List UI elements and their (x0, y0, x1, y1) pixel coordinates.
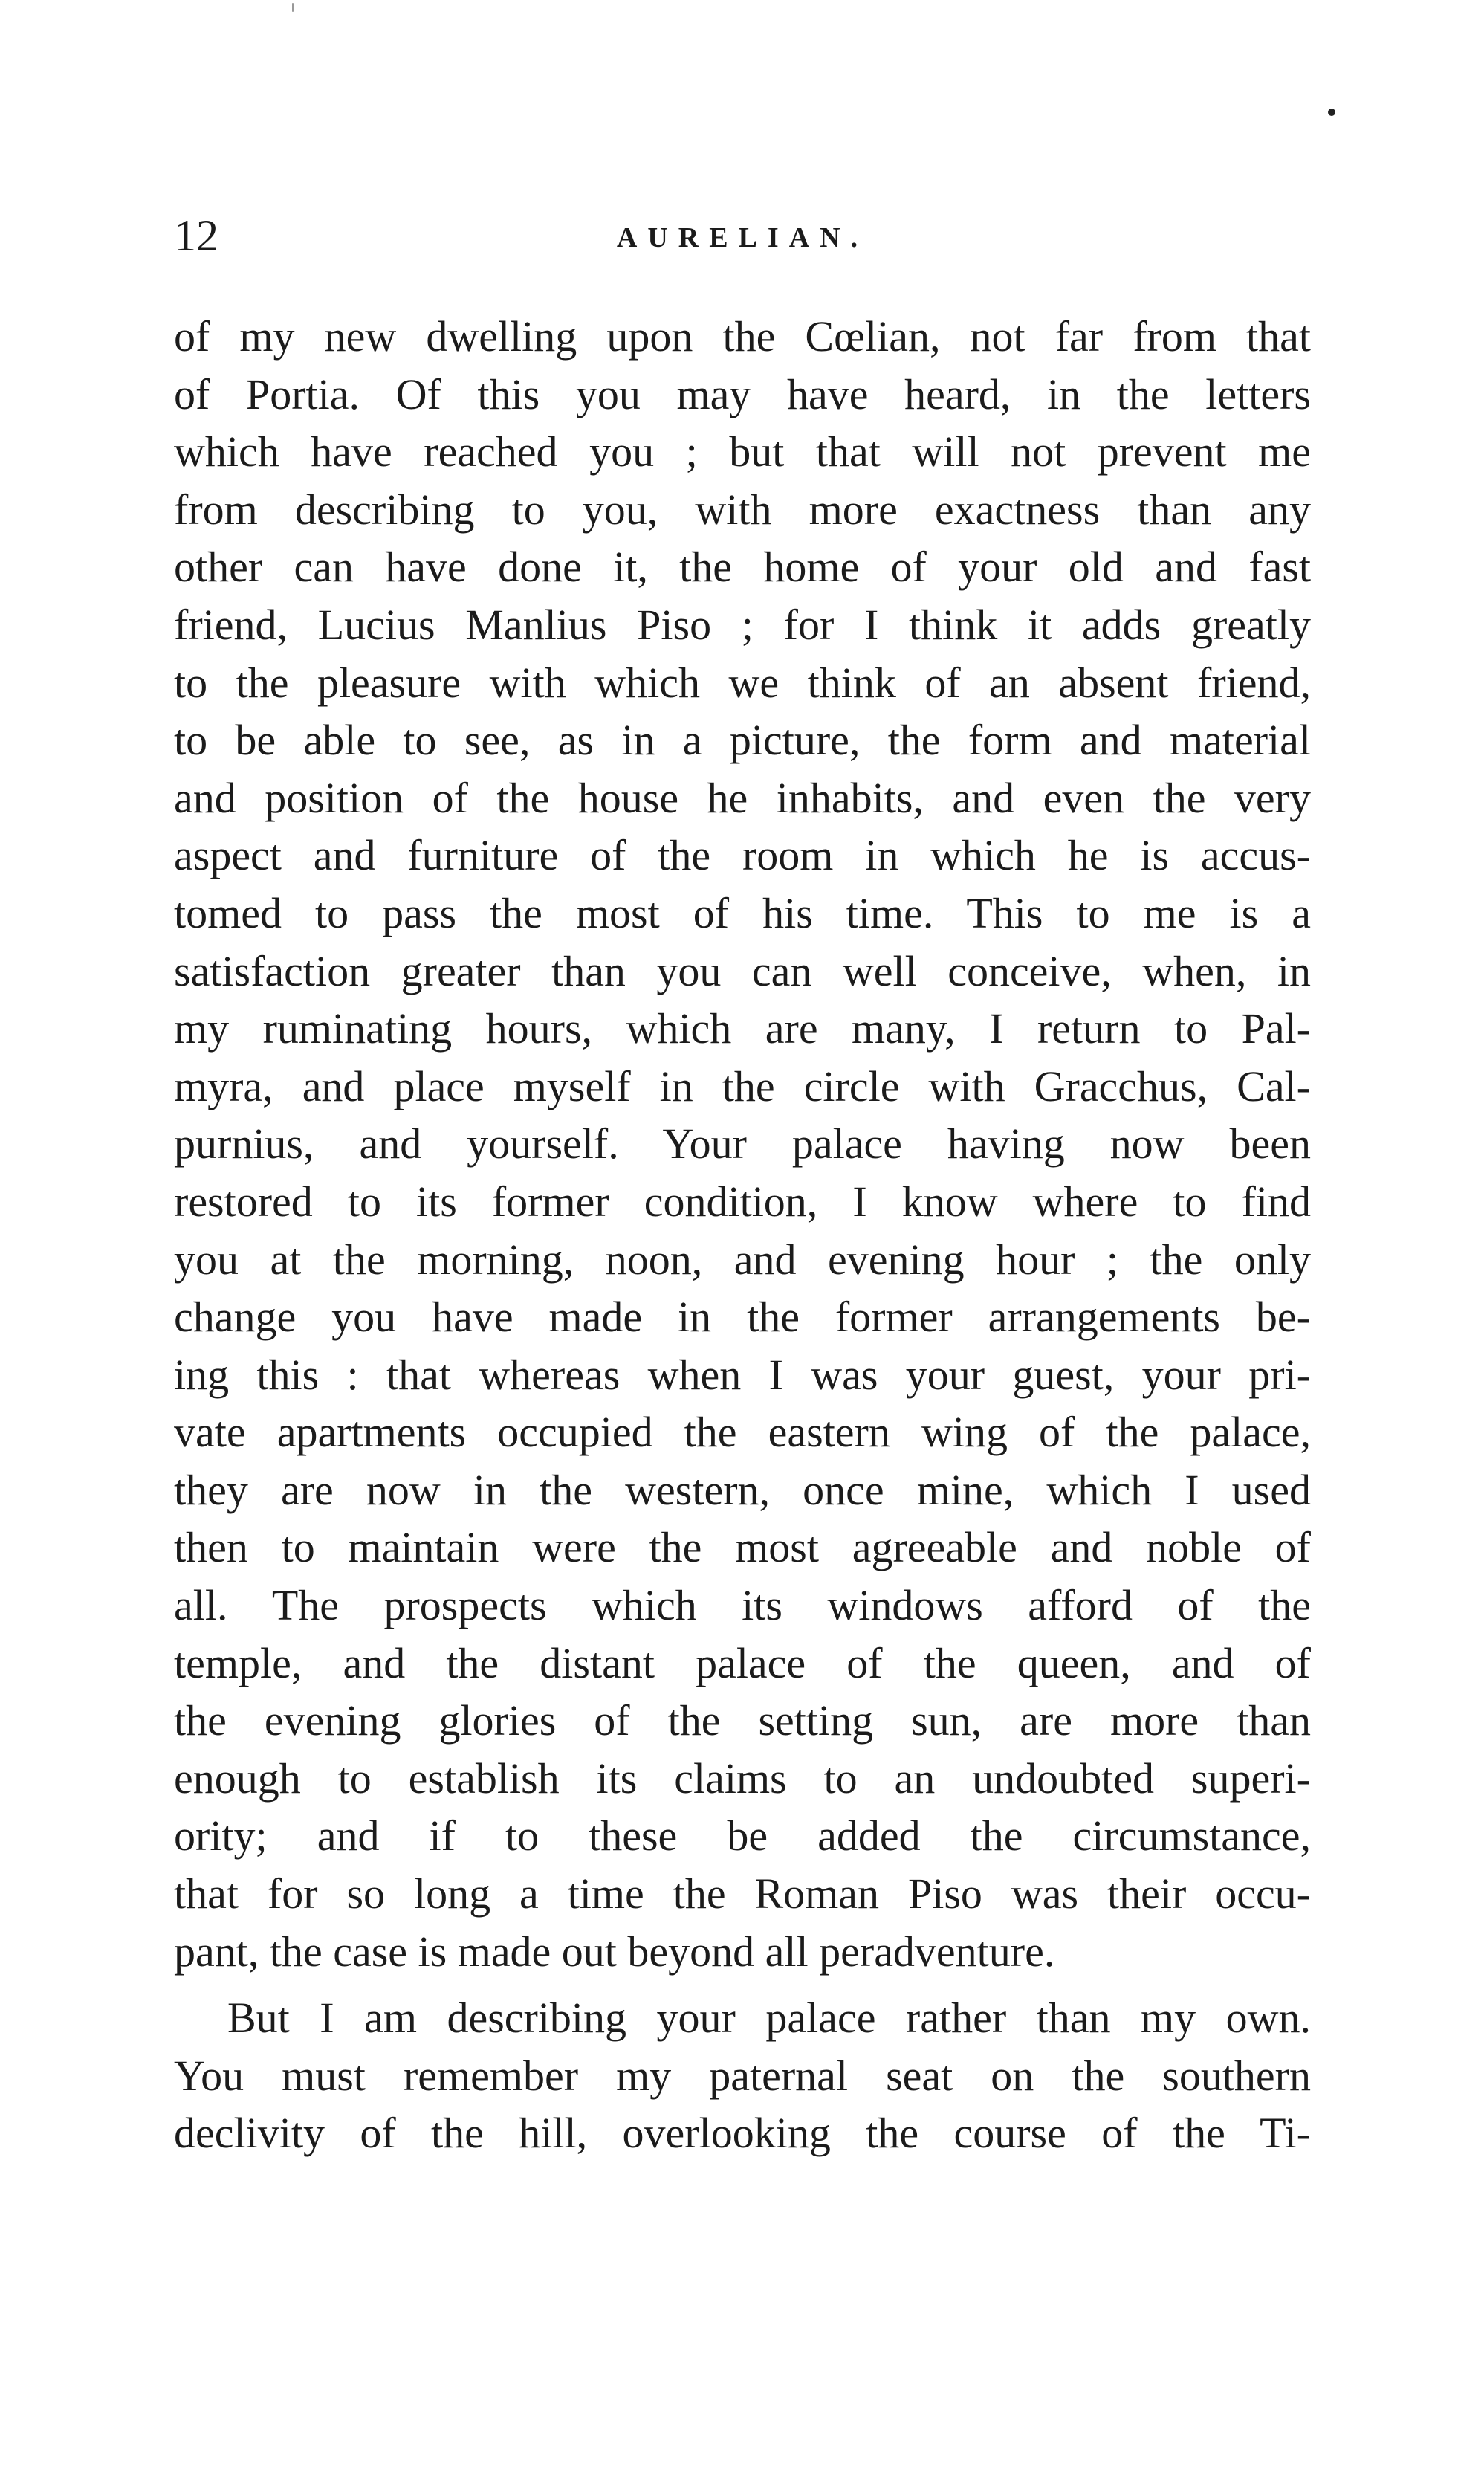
text-line: temple, and the distant palace of the queen, and of (174, 1638, 1311, 1687)
text-line: you at the morning, noon, and evening hour ; the only (174, 1235, 1311, 1284)
text-line: that for so long a time the Roman Piso was their occu- (174, 1869, 1311, 1918)
text-line: restored to its former condition, I know where to find (174, 1177, 1311, 1226)
text-line: my ruminating hours, which are many, I return to Pal- (174, 1004, 1311, 1053)
scan-mark-top (292, 3, 294, 12)
text-line: enough to establish its claims to an undoubted superi- (174, 1753, 1311, 1803)
body-text (174, 308, 1311, 2162)
text-line: from describing to you, with more exactness than any (174, 485, 1311, 534)
text-line: ority; and if to these be added the circumstance, (174, 1811, 1311, 1860)
text-line: other can have done it, the home of your old and fast (174, 543, 1311, 592)
text-line: declivity of the hill, overlooking the course of the Ti- (174, 2109, 1311, 2158)
text-line: then to maintain were the most agreeable and noble of (174, 1523, 1311, 1572)
text-line: they are now in the western, once mine, which I used (174, 1465, 1311, 1514)
text-line: myra, and place myself in the circle with Gracchus, Cal- (174, 1061, 1311, 1110)
text-line: change you have made in the former arrangements be- (174, 1293, 1311, 1342)
text-line: to the pleasure with which we think of an absent friend, (174, 658, 1311, 707)
paragraph-1 (174, 308, 1311, 1980)
text-line: vate apartments occupied the eastern wing of the palace, (174, 1408, 1311, 1457)
paragraph-2 (174, 1989, 1311, 2162)
text-line: tomed to pass the most of his time. This to me is a (174, 888, 1311, 937)
running-head (174, 210, 1311, 262)
running-title: AURELIAN. (616, 222, 869, 253)
text-line: You must remember my paternal seat on the southern (174, 2051, 1311, 2100)
text-line: friend, Lucius Manlius Piso ; for I think it adds greatly (174, 600, 1311, 649)
text-line: of my new dwelling upon the Cœlian, not far from that (174, 312, 1311, 361)
text-line: the evening glories of the setting sun, are more than (174, 1696, 1311, 1745)
text-line: all. The prospects which its windows afford of the (174, 1581, 1311, 1630)
text-line: which have reached you ; but that will not prevent me (174, 427, 1311, 476)
text-line: pant, the case is made out beyond all peradventure. (174, 1927, 1055, 1976)
text-line: ing this : that whereas when I was your guest, your pri- (174, 1350, 1311, 1399)
text-line: to be able to see, as in a picture, the form and material (174, 716, 1311, 765)
text-line: of Portia. Of this you may have heard, in the letters (174, 369, 1311, 418)
text-line: aspect and furniture of the room in which he is accus- (174, 831, 1311, 880)
scan-speck (1328, 109, 1335, 116)
page-number: 12 (174, 211, 218, 260)
text-line: purnius, and yourself. Your palace having now been (174, 1119, 1311, 1168)
text-line: and position of the house he inhabits, and even the very (174, 773, 1311, 822)
text-line: But I am describing your palace rather than my own. (227, 1994, 1311, 2043)
text-line: satisfaction greater than you can well conceive, when, in (174, 946, 1311, 995)
